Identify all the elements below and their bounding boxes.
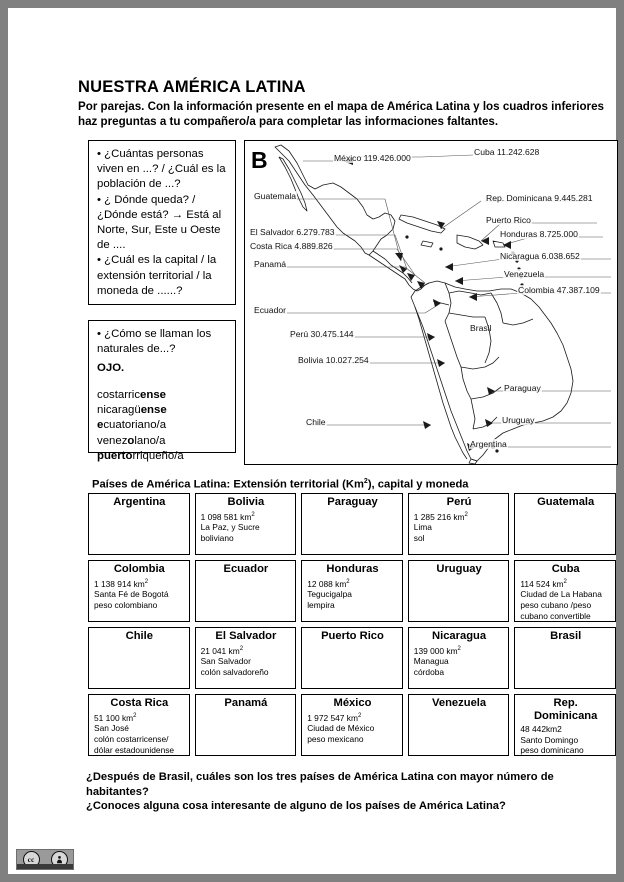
- map-label-rep-dominicana: Rep. Dominicana 9.445.281: [486, 193, 593, 203]
- country-area: 139 000 $km^2$: [413, 645, 461, 656]
- country-name: Cuba: [551, 563, 580, 575]
- map-label-uruguay: Uruguay: [502, 415, 535, 425]
- country-cell[interactable]: [301, 627, 403, 689]
- country-name: Ecuador: [223, 563, 269, 575]
- country-name: Puerto Rico: [321, 630, 384, 642]
- country-name: Chile: [125, 630, 153, 642]
- country-name: Bolivia: [227, 496, 265, 508]
- map-label-ecuador: Ecuador: [254, 305, 287, 315]
- country-cell[interactable]: [195, 627, 297, 689]
- country-details: [94, 711, 185, 755]
- country-capital: Managua: [413, 656, 449, 667]
- demonym-note: OJO.: [97, 362, 125, 375]
- country-currency: lempira: [307, 599, 335, 610]
- country-cell[interactable]: [195, 493, 297, 555]
- demonym-list: [97, 388, 228, 464]
- country-name: Venezuela: [432, 697, 487, 709]
- country-name: Argentina: [113, 496, 166, 508]
- country-currency: córdoba: [413, 666, 445, 677]
- country-currency: peso colombiano: [94, 599, 158, 610]
- country-currency: sol: [413, 532, 425, 543]
- badge-strip: [17, 864, 73, 869]
- country-name: Costa Rica: [110, 697, 169, 709]
- country-name: Perú: [446, 496, 472, 508]
- country-name: Uruguay: [436, 563, 482, 575]
- map-section-letter: B: [251, 147, 268, 173]
- question-prompt-item: • ¿Cuántas personas viven en ...? / ¿Cuál es la población de ...?: [97, 148, 226, 191]
- country-area: 114 524 $km^2$: [520, 578, 567, 589]
- country-capital: San José: [94, 723, 129, 734]
- country-cell[interactable]: [514, 694, 616, 756]
- country-details: [414, 510, 505, 544]
- country-cell[interactable]: [408, 694, 510, 756]
- country-capital: La Paz, y Sucre: [200, 522, 260, 533]
- country-capital: Ciudad de La Habana: [520, 589, 602, 600]
- map-label-venezuela: Venezuela: [504, 269, 545, 279]
- country-cell[interactable]: [408, 493, 510, 555]
- map-label-chile: Chile: [306, 417, 326, 427]
- country-currency: colón salvadoreño: [200, 666, 269, 677]
- country-name: Colombia: [113, 563, 165, 575]
- table-caption: Países de América Latina: Extensión territorial (Km$^2$), capital y moneda: [92, 478, 469, 491]
- footer-question-1: ¿Después de Brasil, cuáles son los tres países de América Latina con mayor número de habitantes?: [86, 771, 554, 798]
- demonyms-box: [88, 320, 236, 462]
- table-row: [88, 493, 616, 555]
- country-capital: San Salvador: [200, 656, 251, 667]
- country-capital: Lima: [413, 522, 432, 533]
- country-cell[interactable]: [408, 560, 510, 622]
- country-capital: Ciudad de México: [307, 723, 375, 734]
- country-capital: Santa Fé de Bogotá: [94, 589, 169, 600]
- country-details: [520, 577, 611, 621]
- map-label-colombia: Colombia 47.387.109: [518, 285, 600, 295]
- country-name: Honduras: [326, 563, 379, 575]
- country-details: [414, 644, 505, 678]
- country-cell[interactable]: [88, 694, 190, 756]
- country-area: 1 138 914 $km^2$: [94, 578, 149, 589]
- country-currency: peso mexicano: [307, 733, 364, 744]
- country-cell[interactable]: [88, 627, 190, 689]
- country-area: 21 041 $km^2$: [200, 645, 244, 656]
- table-row: [88, 560, 616, 622]
- demonym-item: costarricense: [97, 389, 167, 401]
- country-details: [94, 577, 185, 611]
- person-icon: [55, 855, 64, 864]
- country-cell[interactable]: [88, 560, 190, 622]
- creative-commons-badge[interactable]: [16, 849, 74, 870]
- country-currency: boliviano: [200, 532, 234, 543]
- cc-icon: cc: [23, 851, 40, 868]
- country-cell[interactable]: [88, 493, 190, 555]
- map-label-peru: Perú 30.475.144: [290, 329, 354, 339]
- country-area: 1 285 216 $km^2$: [413, 511, 468, 522]
- country-area: 51 100 $km^2$: [94, 712, 137, 723]
- country-currency: colón costarricense/ dólar estadounidense: [94, 733, 175, 755]
- table-row: [88, 694, 616, 756]
- country-capital: Tegucigalpa: [307, 589, 352, 600]
- country-capital: Santo Domingo: [520, 734, 579, 745]
- country-currency: peso cubano /peso cubano convertible: [520, 599, 592, 621]
- question-prompts-box: [88, 140, 236, 305]
- country-details: [307, 577, 398, 611]
- demonym-prompt: • ¿Cómo se llaman los naturales de...?: [97, 328, 212, 356]
- question-prompt-item: • ¿ Dónde queda? / ¿Dónde está? → Está al Norte, Sur, Este u Oeste de ....: [97, 193, 222, 252]
- country-name: México: [333, 697, 372, 709]
- country-area: 12 088 $km^2$: [307, 578, 350, 589]
- worksheet-page: [8, 8, 616, 874]
- country-name: Panamá: [224, 697, 268, 709]
- country-details: [201, 644, 292, 678]
- map-label-nicaragua: Nicaragua 6.038.652: [500, 251, 580, 261]
- country-name: El Salvador: [215, 630, 277, 642]
- country-area: 48 442km2: [520, 724, 562, 734]
- country-cell[interactable]: [301, 493, 403, 555]
- map-label-mexico: México 119.426.000: [334, 153, 411, 163]
- country-name: Paraguay: [327, 496, 378, 508]
- country-cell[interactable]: [301, 694, 403, 756]
- map-label-el-salvador: El Salvador 6.279.783: [250, 227, 335, 237]
- country-cell[interactable]: [301, 560, 403, 622]
- demonym-item: puertorriqueño/a: [97, 449, 184, 462]
- latin-america-map: [245, 141, 617, 464]
- demonym-item: nicaragüense: [97, 404, 167, 417]
- demonym-item: ecuatoriano/a: [97, 419, 167, 432]
- map-label-paraguay: Paraguay: [504, 383, 541, 393]
- map-label-costa-rica: Costa Rica 4.889.826: [250, 241, 333, 251]
- map-panel: [244, 140, 618, 465]
- map-label-honduras: Honduras 8.725.000: [500, 229, 578, 239]
- page-title: NUESTRA AMÉRICA LATINA: [78, 78, 306, 96]
- country-name: Nicaragua: [432, 630, 487, 642]
- country-cell[interactable]: [195, 560, 297, 622]
- country-details: [201, 510, 292, 544]
- page-subtitle: Por parejas. Con la información presente en el mapa de América Latina y los cuadros inferiores haz preguntas a tu compañero/a para completar las informaciones faltantes.: [78, 100, 604, 128]
- question-prompt-item: • ¿Cuál es la capital / la extensión territorial / la moneda de ......?: [97, 254, 217, 297]
- country-cell[interactable]: [514, 493, 616, 555]
- country-cell[interactable]: [195, 694, 297, 756]
- map-label-guatemala: Guatemala: [254, 191, 297, 201]
- country-name: Rep. Dominicana: [533, 697, 598, 722]
- map-label-panama: Panamá: [254, 259, 287, 269]
- country-table: [88, 493, 616, 761]
- country-name: Brasil: [550, 630, 582, 642]
- country-area: 1 098 581 $km^2$: [200, 511, 255, 522]
- table-row: [88, 627, 616, 689]
- country-cell[interactable]: [514, 560, 616, 622]
- demonym-item: venezolano/a: [97, 434, 166, 447]
- country-currency: peso dominicano: [520, 745, 584, 756]
- map-label-puerto-rico: Puerto Rico: [486, 215, 531, 225]
- country-cell[interactable]: [408, 627, 510, 689]
- country-details: [520, 724, 611, 756]
- country-area: 1 972 547 $km^2$: [307, 712, 362, 723]
- footer-question-2: ¿Conoces alguna cosa interesante de alguno de los países de América Latina?: [86, 800, 506, 812]
- map-label-bolivia: Bolivia 10.027.254: [298, 355, 369, 365]
- map-label-argentina: Argentina: [470, 439, 507, 449]
- country-cell[interactable]: [514, 627, 616, 689]
- map-label-cuba: Cuba 11.242.628: [474, 147, 540, 157]
- country-details: [307, 711, 398, 745]
- country-name: Guatemala: [537, 496, 595, 508]
- map-label-brasil: Brasil: [470, 323, 492, 333]
